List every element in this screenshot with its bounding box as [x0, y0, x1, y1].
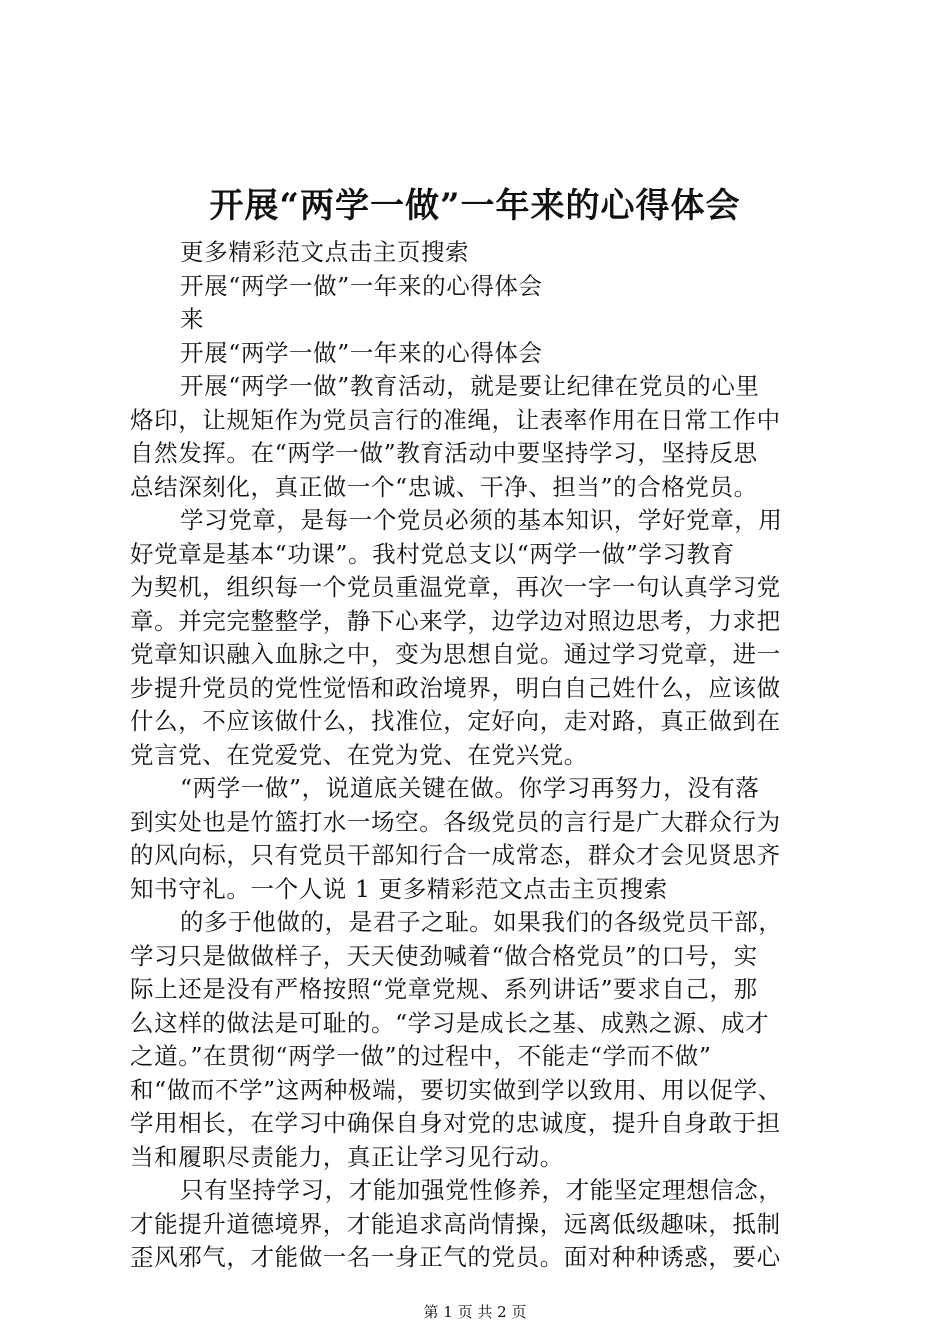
text-line: 开展“两学一做”教育活动，就是要让纪律在党员的心里 [180, 372, 760, 400]
text-line: 知书守礼。一个人说 1 更多精彩范文点击主页搜索 [130, 874, 668, 903]
text-line: 才能提升道德境界，才能追求高尚情操，远离低级趣味，抵制 [130, 1209, 781, 1238]
text-line: 步提升党员的党性觉悟和政治境界，明白自己姓什么，应该做 [130, 673, 781, 702]
text-line: 来 [180, 305, 205, 333]
text-line: 章。并完完整整学，静下心来学，边学边对照边思考，力求把 [130, 606, 781, 635]
text-line: 开展“两学一做”一年来的心得体会 [180, 271, 543, 300]
page-footer: 第 1 页 共 2 页 [423, 1303, 527, 1321]
text-line: 到实处也是竹篮打水一场空。各级党员的言行是广大群众行为 [130, 807, 781, 836]
text-line: 总结深刻化，真正做一个“忠诚、干净、担当”的合格党员。 [130, 472, 758, 501]
text-line: 自然发挥。在“两学一做”教育活动中要坚持学习，坚持反思 [130, 439, 758, 467]
text-line: 开展“两学一做”一年来的心得体会 [180, 338, 543, 367]
text-line: “两学一做”，说道底关键在做。你学习再努力，没有落 [180, 774, 760, 802]
text-line: 之道。”在贯彻“两学一做”的过程中，不能走“学而不做” [130, 1042, 712, 1070]
text-line: 党言党、在党爱党、在党为党、在党兴党。 [130, 740, 588, 769]
text-line: 党章知识融入血脉之中，变为思想自觉。通过学习党章，进一 [130, 640, 781, 668]
text-line: 歪风邪气，才能做一名一身正气的党员。面对种种诱惑，要心 [130, 1243, 781, 1271]
text-line: 学用相长，在学习中确保自身对党的忠诚度，提升自身敢于担 [130, 1109, 781, 1137]
document-title: 开展“两学一做”一年来的心得体会 [209, 186, 741, 226]
text-line: 的多于他做的，是君子之耻。如果我们的各级党员干部， [180, 908, 783, 936]
document-body [130, 236, 830, 1275]
text-line: 什么，不应该做什么，找准位，定好向，走对路，真正做到在 [130, 707, 781, 735]
text-line: 当和履职尽责能力，真正让学习见行动。 [130, 1142, 564, 1171]
text-line: 学习党章，是每一个党员必须的基本知识，学好党章，用 [180, 506, 783, 534]
text-line: 更多精彩范文点击主页搜索 [180, 238, 470, 266]
text-line: 和“做而不学”这两种极端，要切实做到学以致用、用以促学、 [130, 1075, 782, 1104]
text-line: 际上还是没有严格按照“党章党规、系列讲话”要求自己，那 [130, 975, 758, 1003]
text-line: 烙印，让规矩作为党员言行的准绳，让表率作用在日常工作中 [130, 405, 781, 434]
text-line: 的风向标，只有党员干部知行合一成常态，群众才会见贤思齐 [130, 841, 781, 869]
text-line: 好党章是基本“功课”。我村党总支以“两学一做”学习教育 [130, 539, 735, 568]
text-line: 学习只是做做样子，天天使劲喊着“做合格党员”的口号，实 [130, 941, 758, 970]
text-line: 只有坚持学习，才能加强党性修养，才能坚定理想信念， [180, 1176, 783, 1204]
text-line: 么这样的做法是可耻的。“学习是成长之基、成熟之源、成才 [130, 1008, 770, 1037]
text-line: 为契机，组织每一个党员重温党章，再次一字一句认真学习党 [130, 573, 781, 601]
